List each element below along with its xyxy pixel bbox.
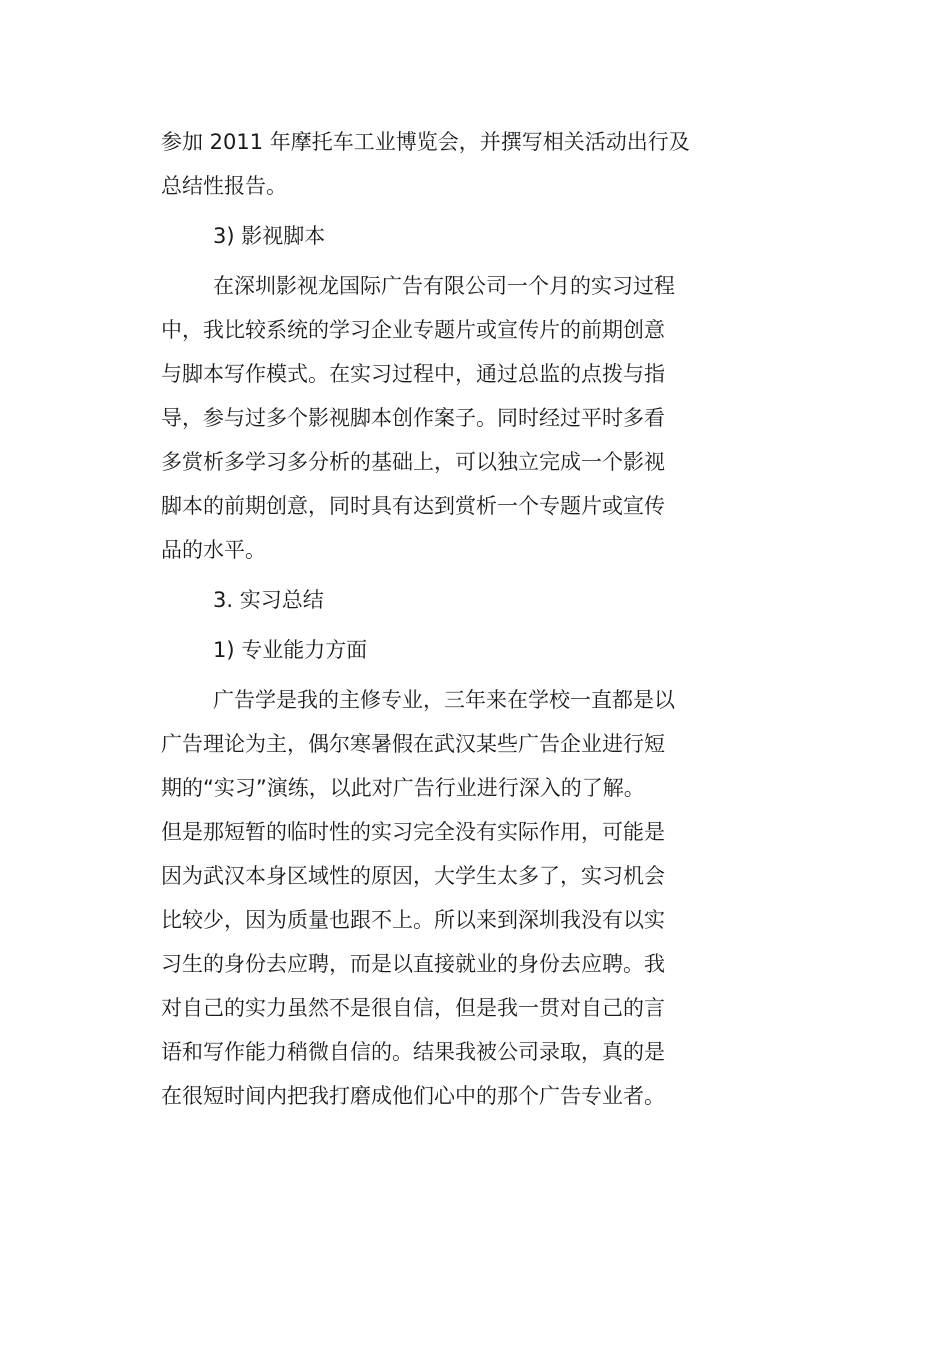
text-line: 中，我比较系统的学习企业专题片或宣传片的前期创意 [161, 318, 665, 342]
text-line: 参加 2011 年摩托车工业博览会，并撰写相关活动出行及 [161, 130, 690, 154]
paragraph-start-line: 广告学是我的主修专业，三年来在学校一直都是以 [213, 688, 675, 712]
text-line: 对自己的实力虽然不是很自信，但是我一贯对自己的言 [161, 996, 665, 1020]
text-line: 品的水平。 [161, 538, 266, 562]
text-line: 比较少，因为质量也跟不上。所以来到深圳我没有以实 [161, 908, 665, 932]
text-line: 脚本的前期创意，同时具有达到赏析一个专题片或宣传 [161, 494, 665, 518]
text-line: 总结性报告。 [161, 174, 287, 198]
subheading-film-script: 3) 影视脚本 [213, 224, 326, 248]
text-line: 习生的身份去应聘，而是以直接就业的身份去应聘。我 [161, 952, 665, 976]
section-heading-internship-summary: 3. 实习总结 [213, 588, 324, 612]
text-line: 但是那短暂的临时性的实习完全没有实际作用，可能是 [161, 820, 665, 844]
text-line: 广告理论为主，偶尔寒暑假在武汉某些广告企业进行短 [161, 732, 665, 756]
subheading-professional-ability: 1) 专业能力方面 [213, 638, 368, 662]
document-body [161, 120, 741, 1118]
text-line: 多赏析多学习多分析的基础上，可以独立完成一个影视 [161, 450, 665, 474]
text-line: 语和写作能力稍微自信的。结果我被公司录取，真的是 [161, 1040, 665, 1064]
text-line: 期的“实习”演练，以此对广告行业进行深入的了解。 [161, 776, 645, 800]
text-line: 导，参与过多个影视脚本创作案子。同时经过平时多看 [161, 406, 665, 430]
paragraph-start-line: 在深圳影视龙国际广告有限公司一个月的实习过程 [213, 274, 675, 298]
text-line: 与脚本写作模式。在实习过程中，通过总监的点拨与指 [161, 362, 665, 386]
text-line: 在很短时间内把我打磨成他们心中的那个广告专业者。 [161, 1084, 665, 1108]
text-line: 因为武汉本身区域性的原因，大学生太多了，实习机会 [161, 864, 665, 888]
